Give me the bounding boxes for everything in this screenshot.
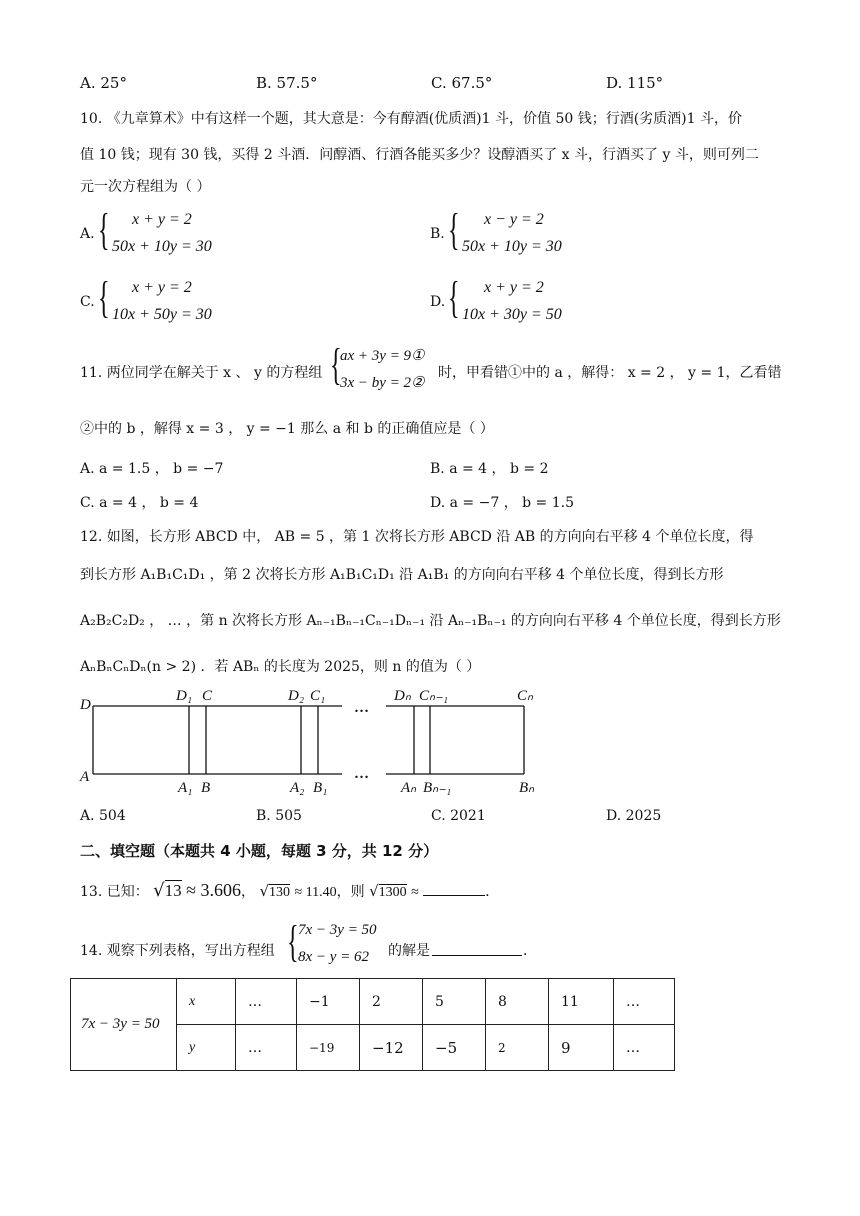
table-x-label: x	[177, 979, 236, 1025]
table-cell: 2	[360, 979, 423, 1025]
table-cell: −19	[297, 1025, 360, 1071]
table-cell: …	[236, 1025, 297, 1071]
q10-line-3: 元一次方程组为（ ）	[80, 179, 211, 195]
q11-option-a: A. a = 1.5 ， b = −7	[80, 461, 224, 477]
q14-end: ．	[523, 943, 537, 959]
q12-line-3: A₂B₂C₂D₂ ， … ，第 n 次将长方形 Aₙ₋₁Bₙ₋₁Cₙ₋₁Dₙ₋₁ 沿 Aₙ₋₁Bₙ₋₁ 的方向向右平移 4 个单位长度，得到长方形	[80, 613, 781, 629]
q13-answer-blank[interactable]	[423, 881, 485, 896]
brace-icon: {	[448, 205, 460, 254]
equation-1: x + y = 2	[132, 211, 192, 228]
q14-equation-2: 8x − y = 62	[298, 949, 370, 965]
q12-option-b: B. 505	[256, 808, 302, 824]
q11-option-c: C. a = 4 ， b = 4	[80, 495, 199, 511]
values-table	[70, 978, 675, 1071]
table-y-label: y	[177, 1025, 236, 1071]
q11-option-b: B. a = 4 ， b = 2	[430, 461, 549, 477]
label-Bn: Bₙ	[519, 780, 535, 796]
label-Cn: Cₙ	[517, 688, 533, 704]
q9-option-c: C. 67.5°	[431, 74, 493, 92]
comma: ，	[241, 884, 255, 900]
q14-prefix: 14. 观察下列表格，写出方程组	[80, 943, 275, 959]
q9-option-b: B. 57.5°	[256, 74, 318, 92]
q13-line	[80, 880, 499, 901]
label-Bn1: Bₙ₋₁	[423, 780, 452, 796]
q13-prefix: 13. 已知：	[80, 884, 149, 900]
q11-option-d: D. a = −7 ， b = 1.5	[430, 495, 574, 511]
brace-icon: {	[98, 205, 110, 254]
table-cell: …	[236, 979, 297, 1025]
q13-mid: ，则	[336, 884, 365, 900]
option-label: D.	[430, 294, 446, 310]
radicand-13: 13	[164, 881, 182, 900]
dots-bottom: …	[354, 766, 369, 782]
option-label: A.	[80, 226, 95, 242]
rectangle-translation-figure	[0, 680, 560, 800]
sqrt-icon: √	[153, 880, 165, 901]
q9-option-a: A. 25°	[80, 74, 127, 92]
radicand-1300: 1300	[378, 885, 407, 900]
table-cell: 9	[549, 1025, 614, 1071]
table-cell: 2	[486, 1025, 549, 1071]
table-cell: 11	[549, 979, 614, 1025]
sqrt-icon: √	[369, 882, 379, 900]
label-A1: A₁	[178, 780, 193, 796]
approx-sign: ≈	[411, 885, 419, 900]
approx-value-2: ≈ 11.40	[294, 885, 337, 900]
approx-value-1: ≈ 3.606	[186, 880, 241, 900]
q14-suffix: 的解是	[388, 943, 430, 959]
equation-1: x + y = 2	[484, 279, 544, 296]
brace-icon: {	[287, 917, 299, 966]
label-Cn1: Cₙ₋₁	[419, 688, 449, 704]
table-cell: −12	[360, 1025, 423, 1071]
label-B: B	[201, 780, 211, 796]
q12-option-d: D. 2025	[606, 808, 662, 824]
option-label: C.	[80, 294, 95, 310]
dots-top: …	[354, 700, 369, 716]
q12-line-2: 到长方形 A₁B₁C₁D₁ ，第 2 次将长方形 A₁B₁C₁D₁ 沿 A₁B₁ 的方向向右平移 4 个单位长度，得到长方形	[80, 567, 724, 583]
q10-line-2: 值 10 钱；现有 30 钱，买得 2 斗酒．问醇酒、行酒各能买多少？设醇酒买了 x 斗，行酒买了 y 斗，则可列二	[80, 147, 759, 163]
q14-equation-1: 7x − 3y = 50	[298, 922, 377, 938]
table-row-x	[71, 979, 675, 1025]
q14-answer-blank[interactable]	[432, 940, 522, 956]
table-cell: 8	[486, 979, 549, 1025]
q11-equation-2: 3x − by = 2②	[340, 375, 425, 391]
brace-icon: {	[330, 340, 342, 389]
q9-option-d: D. 115°	[606, 74, 664, 92]
label-An: Aₙ	[401, 780, 417, 796]
option-label: B.	[430, 226, 445, 242]
q12-line-4: AₙBₙCₙDₙ(n > 2) ．若 ABₙ 的长度为 2025，则 n 的值为（ ）	[80, 659, 481, 675]
equation-2: 50x + 10y = 30	[462, 238, 562, 255]
label-C1: C₁	[310, 688, 326, 704]
label-A2: A₂	[290, 780, 305, 796]
table-cell: …	[614, 979, 675, 1025]
equation-2: 10x + 50y = 30	[112, 306, 212, 323]
table-cell: −5	[423, 1025, 486, 1071]
label-C: C	[202, 688, 213, 704]
label-D: D	[80, 697, 91, 713]
radicand-130: 130	[269, 885, 291, 900]
table-cell: 5	[423, 979, 486, 1025]
label-D2: D₂	[288, 688, 305, 704]
table-head-equation: 7x − 3y = 50	[71, 979, 177, 1071]
equation-2: 50x + 10y = 30	[112, 238, 212, 255]
q11-line-2: ②中的 b ，解得 x = 3 ， y = −1 那么 a 和 b 的正确值应是（ ）	[80, 421, 494, 437]
label-D1: D₁	[176, 688, 193, 704]
q11-suffix: 时，甲看错①中的 a ，解得： x = 2 ， y = 1，乙看错	[438, 365, 782, 381]
table-cell: …	[614, 1025, 675, 1071]
q12-option-c: C. 2021	[431, 808, 486, 824]
q10-line-1: 10. 《九章算术》中有这样一个题，其大意是：今有醇酒(优质酒)1 斗，价值 50 钱；行酒(劣质酒)1 斗，价	[80, 111, 742, 127]
q12-option-a: A. 504	[80, 808, 126, 824]
q13-end: ．	[485, 884, 500, 900]
brace-icon: {	[448, 273, 460, 322]
q11-equation-1: ax + 3y = 9①	[340, 348, 425, 364]
brace-icon: {	[98, 273, 110, 322]
equation-1: x − y = 2	[484, 211, 544, 228]
q11-prefix: 11. 两位同学在解关于 x 、 y 的方程组	[80, 365, 323, 381]
equation-1: x + y = 2	[132, 279, 192, 296]
q12-line-1: 12. 如图，长方形 ABCD 中， AB = 5 ，第 1 次将长方形 ABCD 沿 AB 的方向向右平移 4 个单位长度，得	[80, 529, 754, 545]
label-A: A	[80, 769, 90, 785]
table-cell: −1	[297, 979, 360, 1025]
label-Dn: Dₙ	[394, 688, 411, 704]
section-2-heading: 二、填空题（本题共 4 小题，每题 3 分，共 12 分）	[80, 842, 439, 860]
label-B1: B₁	[313, 780, 328, 796]
sqrt-icon: √	[259, 882, 270, 900]
equation-2: 10x + 30y = 50	[462, 306, 562, 323]
